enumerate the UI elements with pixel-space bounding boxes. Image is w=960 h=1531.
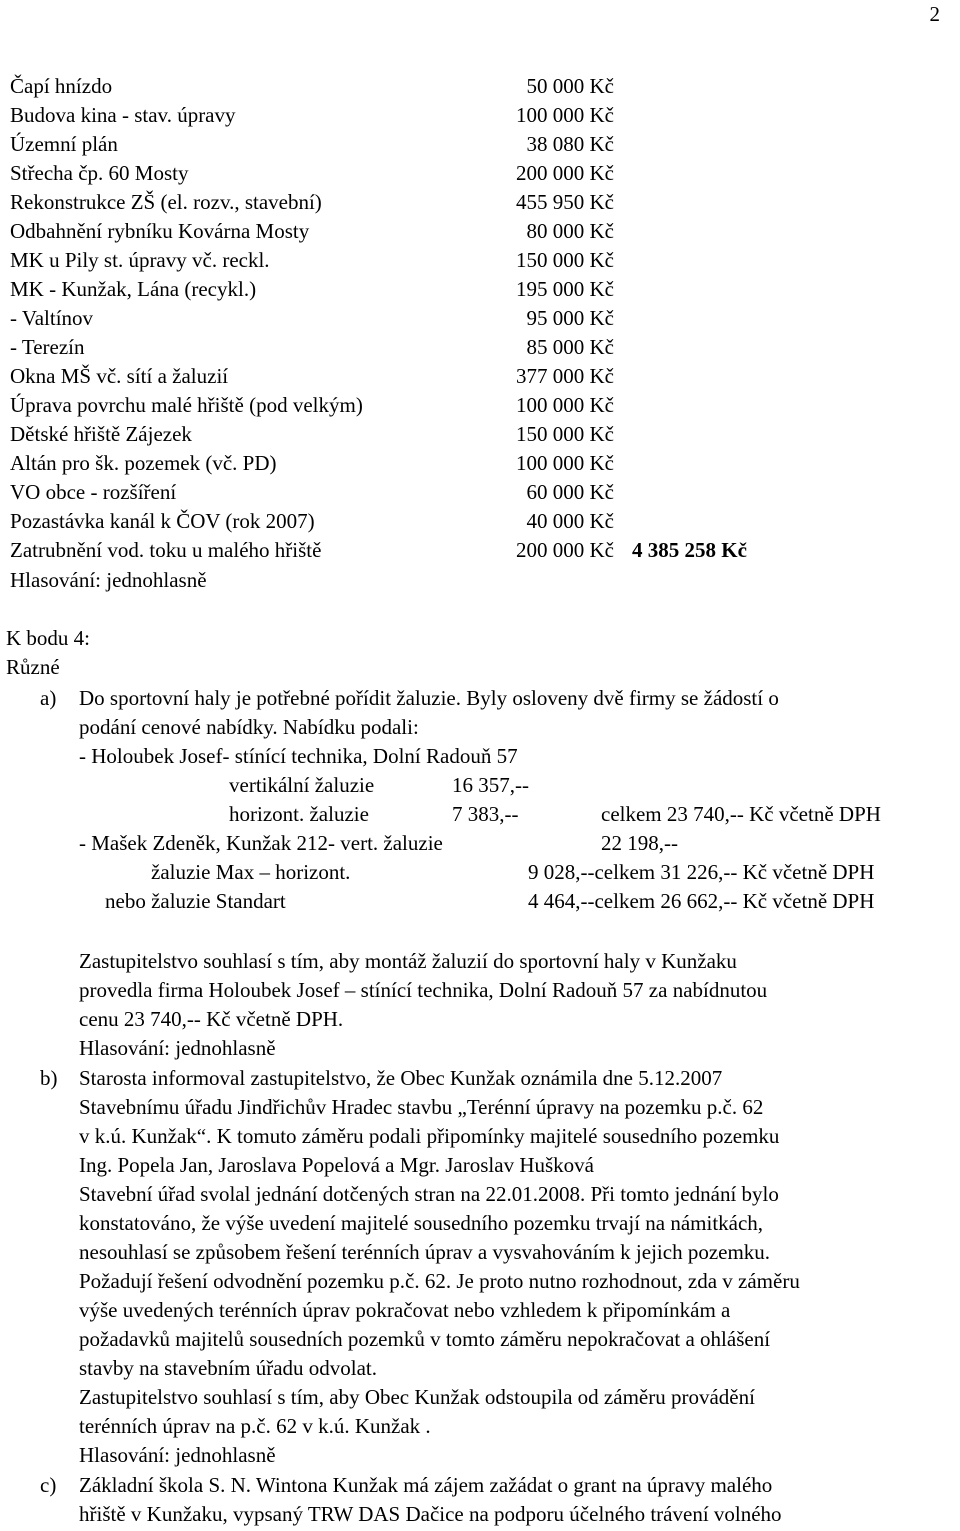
budget-row [10,101,950,130]
point-b-line: Starosta informoval zastupitelstvo, že Obec Kunžak oznámila dne 5.12.2007 [79,1066,723,1090]
point-a-line2: podání cenové nabídky. Nabídku podali: [79,715,419,739]
budget-item-label: Střecha čp. 60 Mosty [10,161,189,185]
budget-row [10,304,950,333]
resolution-a-line3: cenu 23 740,-- Kč včetně DPH. [79,1007,344,1031]
budget-row [10,130,950,159]
standard-blind-price: 4 464,--celkem 26 662,-- Kč včetně DPH [528,889,875,913]
budget-item-label: Zatrubnění vod. toku u malého hřiště [10,538,322,562]
section-subheading: Různé [6,655,60,679]
vert-blind-price: 16 357,-- [452,773,529,797]
page-number: 2 [929,2,940,26]
budget-item-amount: 455 950 Kč [516,190,614,214]
budget-row [10,159,950,188]
budget-row [10,333,950,362]
point-c-marker: c) [40,1473,57,1497]
budget-item-label: Okna MŠ vč. sítí a žaluzií [10,364,229,388]
resolution-a-line2: provedla firma Holoubek Josef – stínící technika, Dolní Radouň 57 za nabídnutou [79,978,768,1002]
offer-masek: - Mašek Zdeněk, Kunžak 212- vert. žaluzie [79,831,443,855]
budget-row [10,507,950,536]
horiz-blind-label: horizont. žaluzie [229,802,369,826]
budget-item-label: VO obce - rozšíření [10,480,177,504]
budget-item-label: MK - Kunžak, Lána (recykl.) [10,277,257,301]
offer-holoubek-total: celkem 23 740,-- Kč včetně DPH [601,802,881,826]
budget-row [10,362,950,391]
point-a-vote: Hlasování: jednohlasně [79,1036,276,1060]
budget-row [10,188,950,217]
point-b-line: konstatováno, že výše uvedení majitelé sousedního pozemku trvají na námitkách, [79,1211,764,1235]
budget-item-label: MK u Pily st. úpravy vč. reckl. [10,248,270,272]
max-blind-price: 9 028,--celkem 31 226,-- Kč včetně DPH [528,860,875,884]
point-b-line: Stavební úřad svolal jednání dotčených stran na 22.01.2008. Při tomto jednání bylo [79,1182,779,1206]
resolution-a-line1: Zastupitelstvo souhlasí s tím, aby montáž žaluzií do sportovní haly v Kunžaku [79,949,737,973]
budget-item-amount: 150 000 Kč [516,422,614,446]
offer-holoubek: - Holoubek Josef- stínící technika, Dolní Radouň 57 [79,744,518,768]
point-b-line: Zastupitelstvo souhlasí s tím, aby Obec Kunžak odstoupila od záměru provádění [79,1385,755,1409]
budget-item-label: Odbahnění rybníku Kovárna Mosty [10,219,310,243]
budget-item-amount: 195 000 Kč [516,277,614,301]
budget-item-label: - Valtínov [10,306,94,330]
point-b-line: Ing. Popela Jan, Jaroslava Popelová a Mgr. Jaroslav Hušková [79,1153,594,1177]
point-b-line: terénních úprav na p.č. 62 v k.ú. Kunžak . [79,1414,431,1438]
budget-row [10,217,950,246]
point-c-line: Základní škola S. N. Wintona Kunžak má zájem zažádat o grant na úpravy malého [79,1473,773,1497]
horiz-blind-price: 7 383,-- [452,802,519,826]
budget-item-label: - Terezín [10,335,85,359]
budget-item-label: Altán pro šk. pozemek (vč. PD) [10,451,277,475]
standard-blind-label: nebo žaluzie Standart [105,889,286,913]
point-a-marker: a) [40,686,57,710]
budget-row [10,420,950,449]
point-b-line: výše uvedených terénních úprav pokračovat nebo vzhledem k připomínkám a [79,1298,731,1322]
point-b-line: Stavebnímu úřadu Jindřichův Hradec stavbu „Terénní úpravy na pozemku p.č. 62 [79,1095,764,1119]
budget-item-label: Pozastávka kanál k ČOV (rok 2007) [10,509,315,533]
budget-item-amount: 150 000 Kč [516,248,614,272]
point-c-line: hřiště v Kunžaku, vypsaný TRW DAS Dačice na podporu účelného trávení volného [79,1502,782,1526]
budget-item-label: Rekonstrukce ZŠ (el. rozv., stavební) [10,190,322,214]
point-b-marker: b) [40,1066,58,1090]
budget-item-amount: 95 000 Kč [526,306,614,330]
budget-vote: Hlasování: jednohlasně [10,568,207,592]
budget-item-label: Čapí hnízdo [10,74,113,98]
budget-total: 4 385 258 Kč [632,538,747,562]
budget-row [10,72,950,101]
budget-item-amount: 60 000 Kč [526,480,614,504]
budget-row [10,275,950,304]
budget-item-label: Územní plán [10,132,118,156]
offer-masek-vert-price: 22 198,-- [601,831,678,855]
budget-row [10,478,950,507]
budget-row [10,449,950,478]
budget-item-amount: 40 000 Kč [526,509,614,533]
point-b-line: v k.ú. Kunžak“. K tomuto záměru podali připomínky majitelé sousedního pozemku [79,1124,780,1148]
budget-item-label: Budova kina - stav. úpravy [10,103,236,127]
section-heading: K bodu 4: [6,626,90,650]
point-a-line1: Do sportovní haly je potřebné pořídit žaluzie. Byly osloveny dvě firmy se žádostí o [79,686,779,710]
budget-item-label: Úprava povrchu malé hřiště (pod velkým) [10,393,363,417]
max-blind-label: žaluzie Max – horizont. [151,860,351,884]
vert-blind-label: vertikální žaluzie [229,773,375,797]
budget-item-amount: 100 000 Kč [516,393,614,417]
point-b-line: Požadují řešení odvodnění pozemku p.č. 62. Je proto nutno rozhodnout, zda v záměru [79,1269,800,1293]
budget-item-amount: 100 000 Kč [516,103,614,127]
budget-item-amount: 50 000 Kč [526,74,614,98]
budget-item-amount: 100 000 Kč [516,451,614,475]
point-b-line: Hlasování: jednohlasně [79,1443,276,1467]
budget-row [10,391,950,420]
budget-item-amount: 377 000 Kč [516,364,614,388]
budget-item-amount: 80 000 Kč [526,219,614,243]
budget-item-amount: 200 000 Kč [516,161,614,185]
budget-item-label: Dětské hřiště Zájezek [10,422,192,446]
budget-list [10,72,950,565]
budget-item-amount: 200 000 Kč [516,538,614,562]
point-b-line: požadavků majitelů sousedních pozemků v tomto záměru nepokračovat a ohlášení [79,1327,771,1351]
point-b-line: nesouhlasí se způsobem řešení terénních úprav a vysvahováním k jejich pozemku. [79,1240,771,1264]
budget-row [10,246,950,275]
budget-item-amount: 85 000 Kč [526,335,614,359]
budget-row [10,536,950,565]
budget-item-amount: 38 080 Kč [526,132,614,156]
point-b-line: stavby na stavebním úřadu odvolat. [79,1356,378,1380]
